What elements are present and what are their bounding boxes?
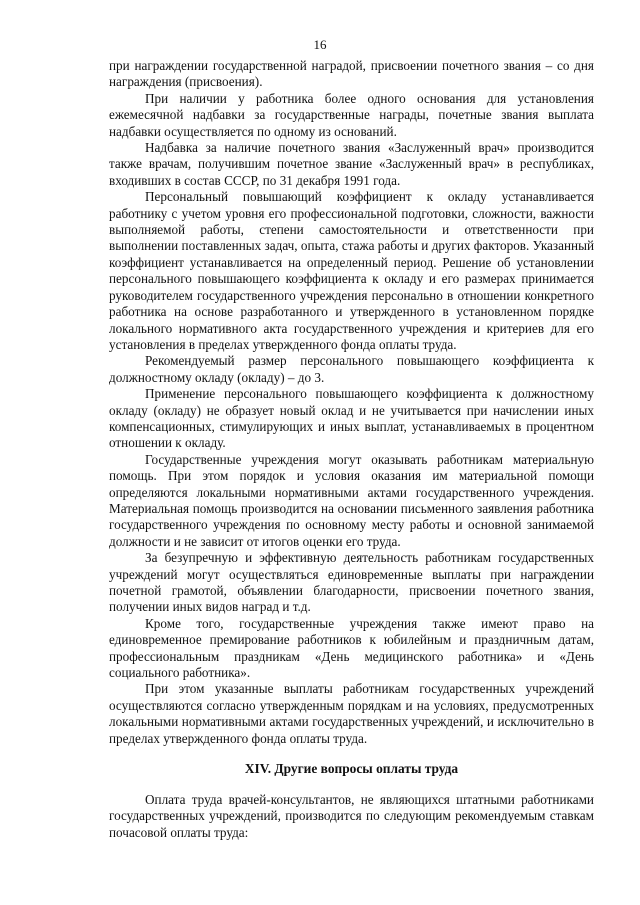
paragraph-payment-conditions: При этом указанные выплаты работникам государственных учреждений осуществляются согласно утвержденным порядкам и на условиях, предусмотренных локальными нормативными актами государственных учреждений, и исключительно в пределах утвержденного фонда оплаты труда. xyxy=(109,681,594,746)
paragraph-personal-coefficient: Персональный повышающий коэффициент к окладу устанавливается работнику с учетом уровня его профессиональной подготовки, сложности, важности выполняемой работы, степени самостоятельности и ответственности при выполнении поставленных задач, опыта, стажа работы и других факторов. Указанный коэффициент устанавливается на определенный период. Решение об установлении персонального повышающего коэффициента к окладу и его размерах принимается руководителем государственного учреждения персонально в отношении конкретного работника на основе разработанного и утвержденного в установленном порядке локального нормативного акта государственного учреждения и критериев для его установления в пределах утвержденного фонда оплаты труда. xyxy=(109,189,594,352)
paragraph-recommended-coefficient: Рекомендуемый размер персонального повышающего коэффициента к должностному окладу (окладу) – до 3. xyxy=(109,353,594,385)
document-body xyxy=(109,58,594,841)
paragraph-bonuses-holidays: Кроме того, государственные учреждения также имеют право на единовременное премирование работников к юбилейным и праздничным датам, профессиональным праздникам «День медицинского работника» и «День социального работника». xyxy=(109,615,594,681)
paragraph-multiple-grounds: При наличии у работника более одного основания для установления ежемесячной надбавки за государственные награды, почетные звания выплата надбавки осуществляется по одному из оснований. xyxy=(109,90,594,139)
paragraph-award-date: при награждении государственной наградой, присвоении почетного звания – со дня награждения (присвоения). xyxy=(109,58,594,90)
paragraph-coefficient-application: Применение персонального повышающего коэффициента к должностному окладу (окладу) не образует новый оклад и не учитывается при начислении иных компенсационных, стимулирующих и иных выплат, устанавливаемых в процентном отношении к окладу. xyxy=(109,386,594,451)
page-number: 16 xyxy=(313,37,327,52)
paragraph-one-time-payments: За безупречную и эффективную деятельность работникам государственных учреждений могут осуществляться единовременные выплаты при награждении почетной грамотой, объявлении благодарности, присвоении почетного звания, получении иных видов наград и т.д. xyxy=(109,550,594,615)
section-heading: XIV. Другие вопросы оплаты труда xyxy=(244,761,459,777)
paragraph-consultant-pay: Оплата труда врачей-консультантов, не являющихся штатными работниками государственных учреждений, производится по следующим рекомендуемым ставкам почасовой оплаты труда: xyxy=(109,792,594,840)
paragraph-honored-doctor: Надбавка за наличие почетного звания «Заслуженный врач» производится также врачам, получившим почетное звание «Заслуженный врач» в республиках, входивших в состав СССР, по 31 декабря 1991 года. xyxy=(109,140,594,188)
paragraph-material-assistance: Государственные учреждения могут оказывать работникам материальную помощь. При этом порядок и условия оказания им материальной помощи определяются локальными нормативными актами государственного учреждения. Материальная помощь производится на основании письменного заявления работника государственного учреждения по основному месту работы и основной занимаемой должности и не зависит от итогов оценки его труда. xyxy=(109,451,594,549)
